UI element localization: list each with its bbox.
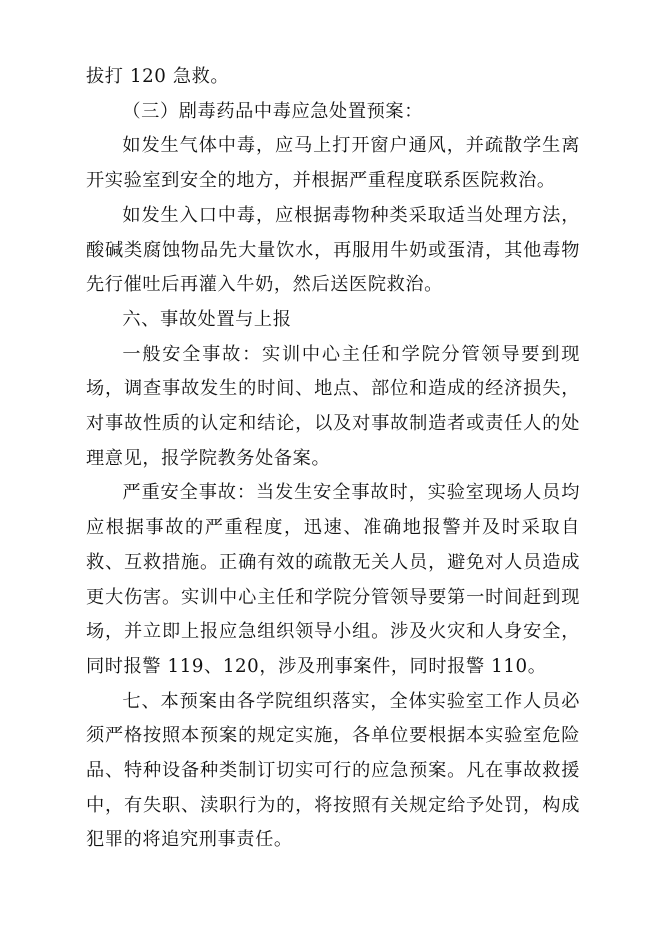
heading-accident-handling: 六、事故处置与上报 — [122, 308, 292, 330]
paragraph-general-accident: 一般安全事故：实训中心主任和学院分管领导要到现场，调查事故发生的时间、地点、部位和造成的经济损失，对事故性质的认定和结论，以及对事故制造者或责任人的处理意见，报学院教务处备案。 — [86, 343, 580, 469]
paragraph-emergency-call: 拔打 120 急救。 — [86, 66, 230, 87]
paragraph-gas-poisoning: 如发生气体中毒，应马上打开窗户通风，并疏散学生离开实验室到安全的地方，并根据严重程度联系医院救治。 — [86, 135, 580, 192]
paragraph-serious-accident: 严重安全事故：当发生安全事故时，实验室现场人员均应根据事故的严重程度，迅速、准确地报警并及时采取自救、互救措施。正确有效的疏散无关人员，避免对人员造成更大伤害。实训中心主任和学院分管领导要第一时间赶到现场，并立即上报应急组织领导小组。涉及火灾和人身安全，同时报警 119、120，涉及刑事案件，同时报警 110。 — [86, 482, 580, 677]
paragraph-oral-poisoning: 如发生入口中毒，应根据毒物种类采取适当处理方法，酸碱类腐蚀物品先大量饮水，再服用牛奶或蛋清，其他毒物先行催吐后再灌入牛奶，然后送医院救治。 — [86, 204, 580, 296]
document-body — [86, 60, 580, 858]
heading-poison-emergency-plan: （三）剧毒药品中毒应急处置预案： — [122, 100, 423, 122]
paragraph-implementation: 七、本预案由各学院组织落实，全体实验室工作人员必须严格按照本预案的规定实施，各单位要根据本实验室危险品、特种设备种类制订切实可行的应急预案。凡在事故救援中，有失职、渎职行为的，将按照有关规定给予处罚，构成犯罪的将追究刑事责任。 — [86, 690, 580, 851]
